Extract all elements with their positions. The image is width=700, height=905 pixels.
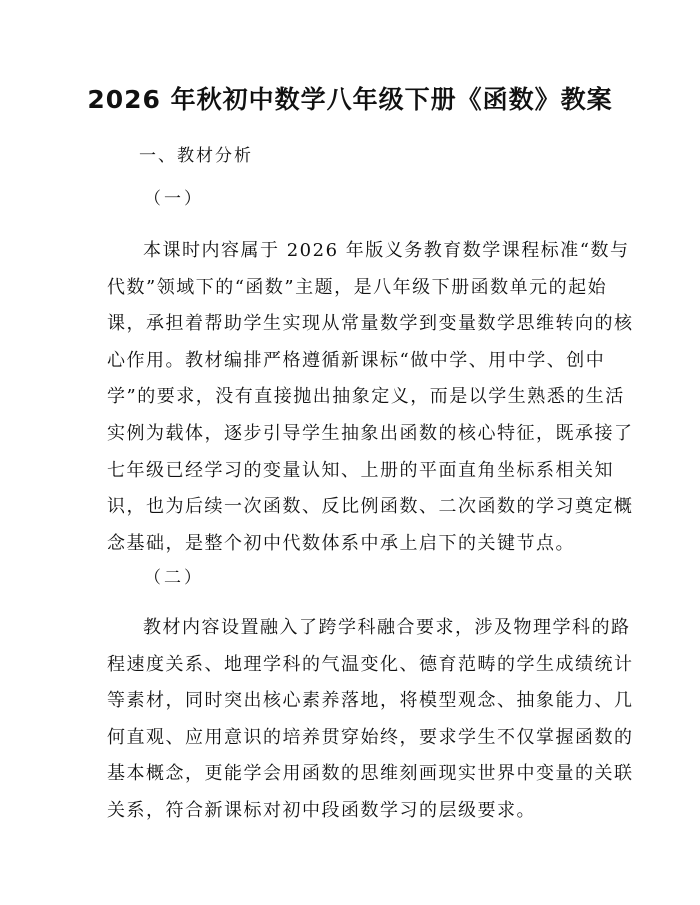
paragraph-line: 实例为载体，逐步引导学生抽象出函数的核心特征，既承接了 [107, 422, 634, 444]
paragraph-line: 课，承担着帮助学生实现从常量数学到变量数学思维转向的核 [107, 313, 634, 335]
paragraph-line: 代数”领域下的“函数”主题，是八年级下册函数单元的起始 [107, 276, 608, 298]
paragraph-line: 学”的要求，没有直接抛出抽象定义，而是以学生熟悉的生活 [107, 386, 625, 408]
paragraph-line: 程速度关系、地理学科的气温变化、德育范畴的学生成绩统计 [107, 653, 634, 675]
paragraph-line: 七年级已经学习的变量认知、上册的平面直角坐标系相关知 [107, 459, 614, 481]
document-title: 2026 年秋初中数学八年级下册《函数》教案 [87, 85, 613, 114]
paragraph-line: 心作用。教材编排严格遵循新课标“做中学、用中学、创中 [107, 349, 606, 371]
subsection-heading-1: （一） [144, 189, 204, 209]
paragraph-line: 识，也为后续一次函数、反比例函数、二次函数的学习奠定概 [107, 496, 634, 518]
paragraph-line: 教材内容设置融入了跨学科融合要求，涉及物理学科的路 [143, 617, 631, 638]
paragraph-1 [107, 233, 634, 562]
paragraph-line: 等素材，同时突出核心素养落地，将模型观念、抽象能力、几 [107, 690, 634, 712]
paragraph-line: 念基础，是整个初中代数体系中承上启下的关键节点。 [107, 532, 575, 554]
paragraph-line: 本课时内容属于 2026 年版义务教育数学课程标准“数与 [143, 240, 630, 261]
paragraph-line: 何直观、应用意识的培养贯穿始终，要求学生不仅掌握函数的 [107, 726, 634, 748]
paragraph-line: 关系，符合新课标对初中段函数学习的层级要求。 [107, 799, 536, 821]
paragraph-line: 基本概念，更能学会用函数的思维刻画现实世界中变量的关联 [107, 763, 634, 785]
section-heading: 一、教材分析 [139, 146, 253, 166]
subsection-heading-2: （二） [144, 568, 204, 588]
paragraph-2 [107, 610, 634, 830]
